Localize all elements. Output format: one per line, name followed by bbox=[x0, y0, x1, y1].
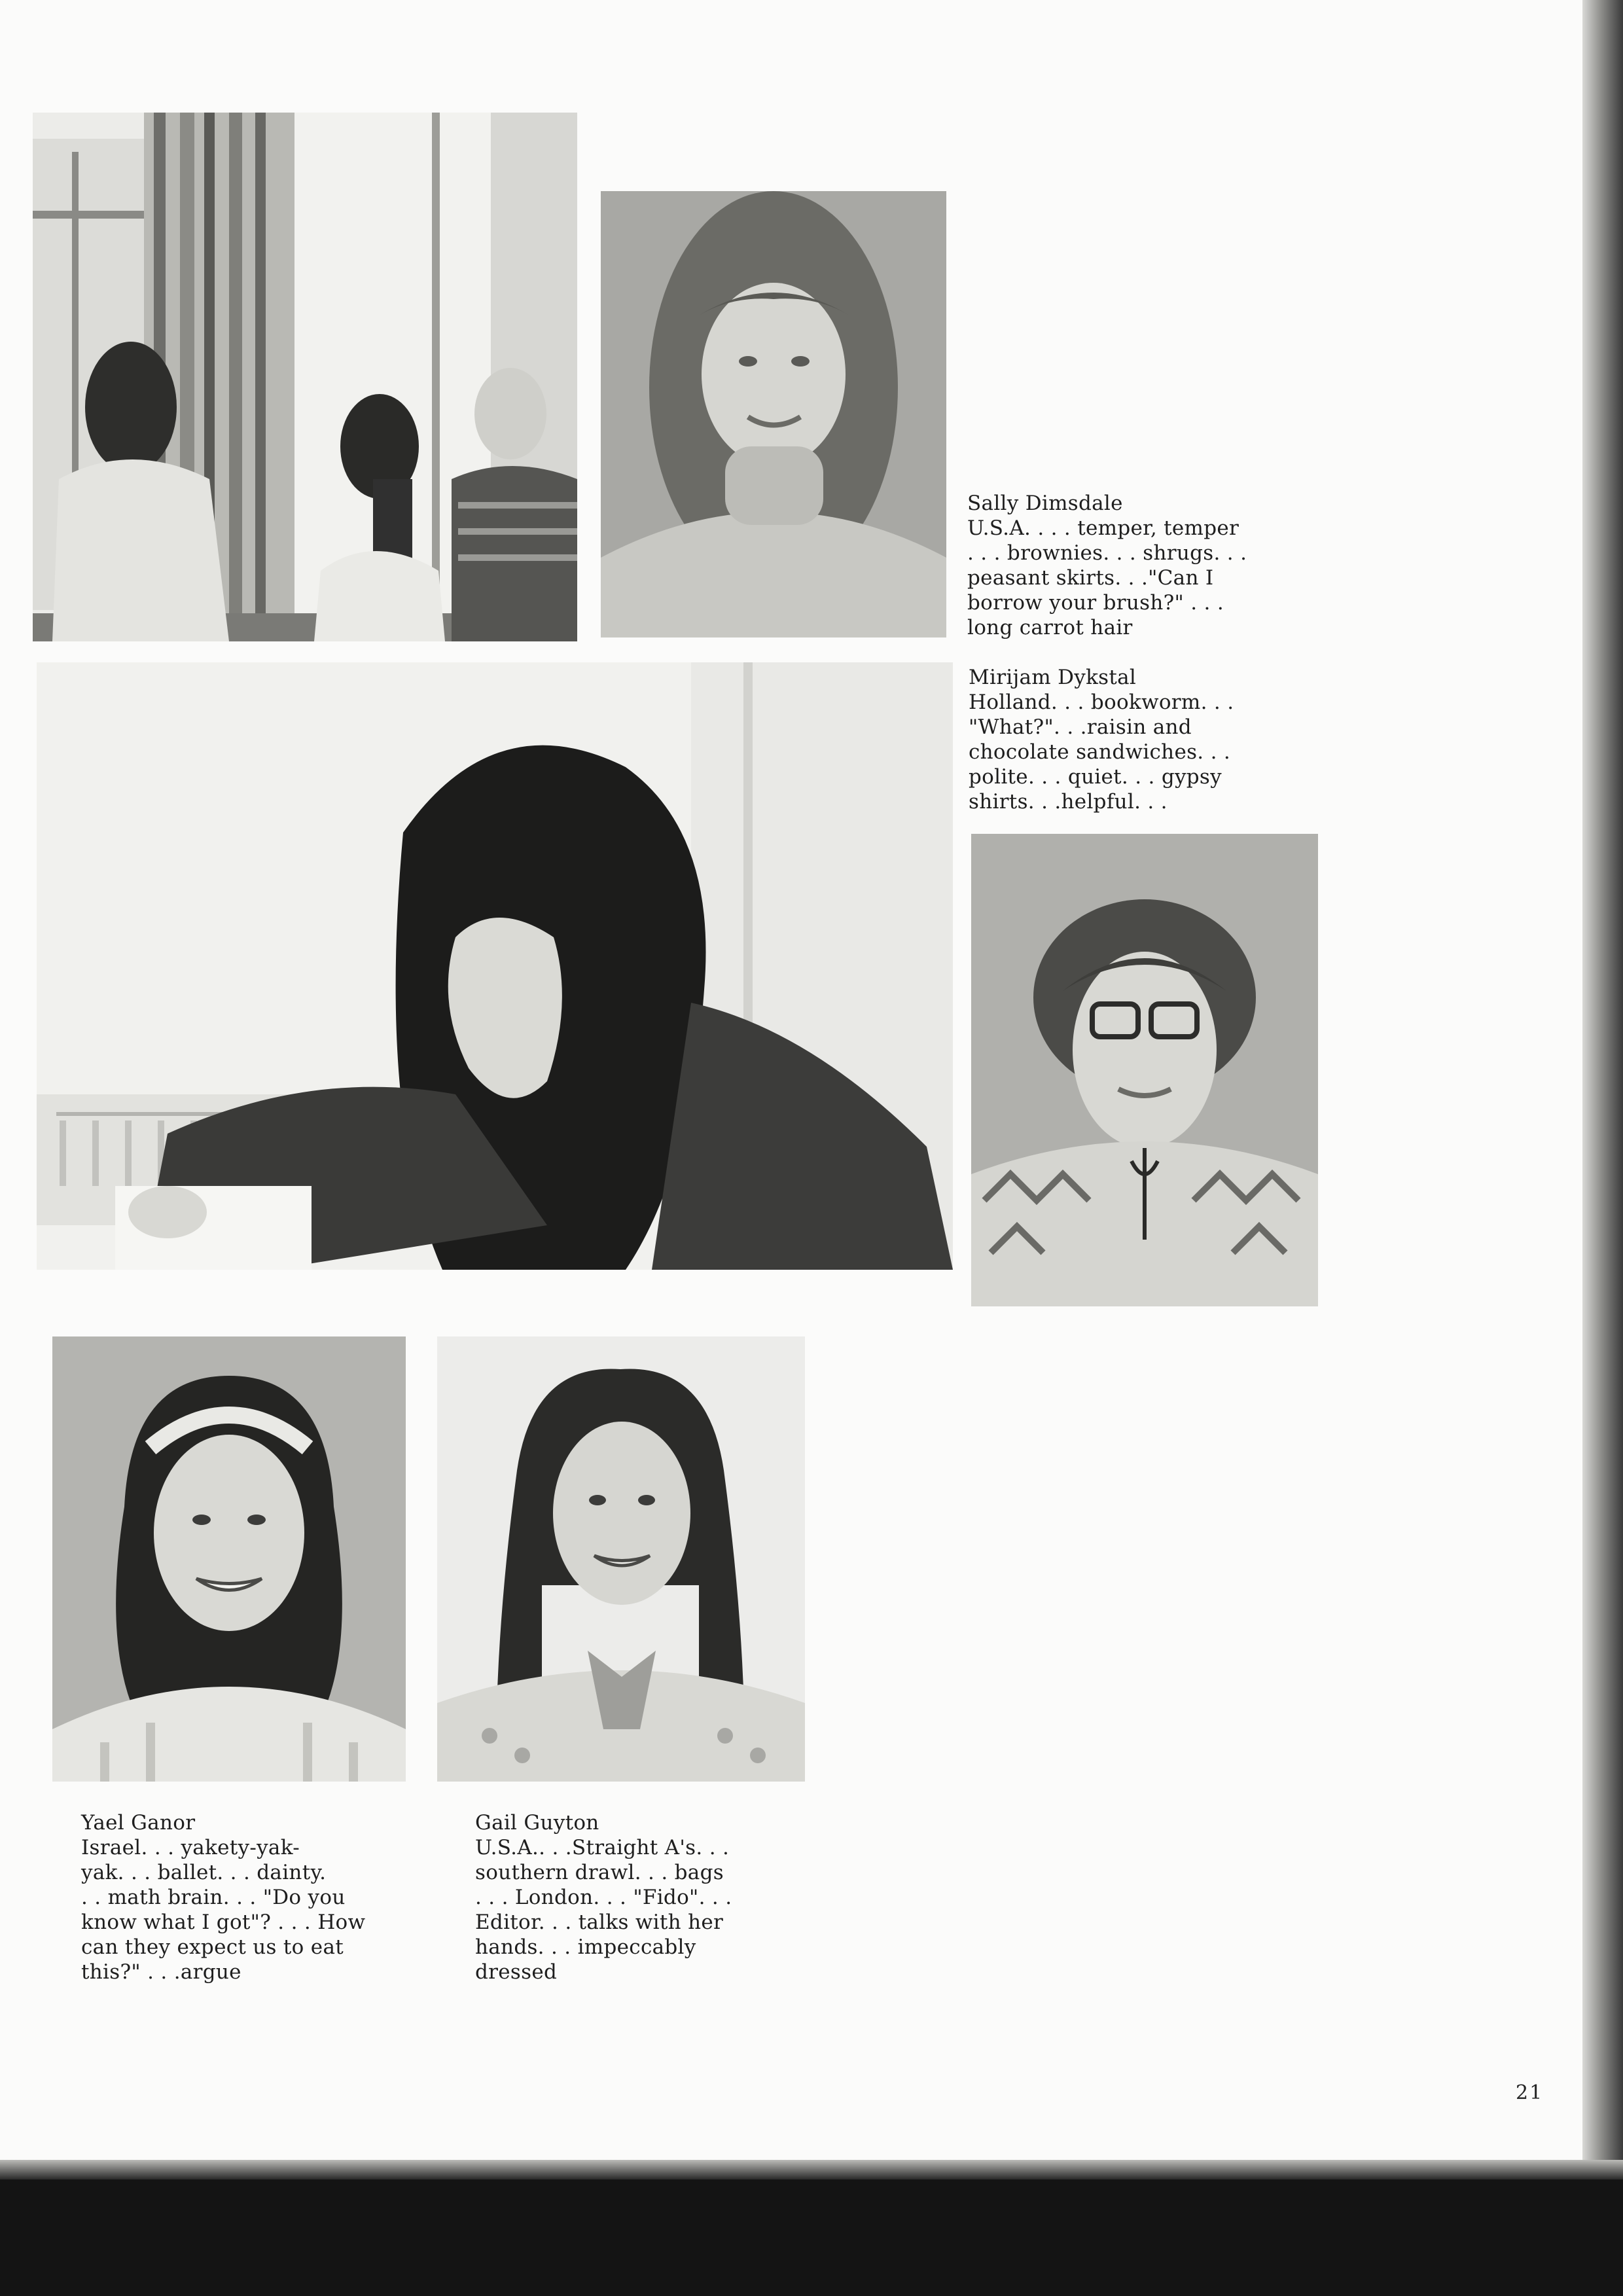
scan-bottom-edge bbox=[0, 2160, 1623, 2179]
profile-description: U.S.A. . . . temper, temper . . . brownies. . . shrugs. . . peasant skirts. . ."Can I borrow your brush?" . . . long carrot hair bbox=[967, 516, 1247, 639]
portrait-photo-sally bbox=[601, 191, 946, 637]
profile-description: Holland. . . bookworm. . . "What?". . .raisin and chocolate sandwiches. . . polite. . . quiet. . . gypsy shirts. . .helpful. . . bbox=[969, 691, 1234, 814]
candid-photo-writing bbox=[37, 662, 953, 1270]
portrait-photo-mirijam bbox=[971, 834, 1318, 1306]
profile-description: U.S.A.. . .Straight A's. . . southern drawl. . . bags . . . London. . . "Fido". . . Editor. . . talks with her hands. . . impeccably dressed bbox=[475, 1836, 732, 1984]
profile-name: Sally Dimsdale bbox=[967, 492, 1123, 515]
profile-caption-gail bbox=[475, 1810, 815, 1984]
profile-name: Gail Guyton bbox=[475, 1811, 599, 1835]
profile-name: Yael Ganor bbox=[81, 1811, 196, 1835]
profile-name: Mirijam Dykstal bbox=[969, 666, 1137, 689]
profile-caption-yael bbox=[81, 1810, 421, 1984]
book-spine-edge bbox=[1582, 0, 1623, 2166]
candid-photo-window bbox=[33, 113, 577, 641]
profile-caption-mirijam bbox=[969, 665, 1309, 814]
portrait-photo-yael bbox=[52, 1336, 406, 1782]
profile-description: Israel. . . yakety-yak- yak. . . ballet. . . dainty. . . math brain. . . "Do you know what I got"? . . . How can they expect us to eat this?" . . .argue bbox=[81, 1836, 366, 1984]
portrait-photo-gail bbox=[437, 1336, 805, 1782]
page-number: 21 bbox=[1516, 2081, 1544, 2104]
profile-caption-sally bbox=[967, 491, 1308, 640]
